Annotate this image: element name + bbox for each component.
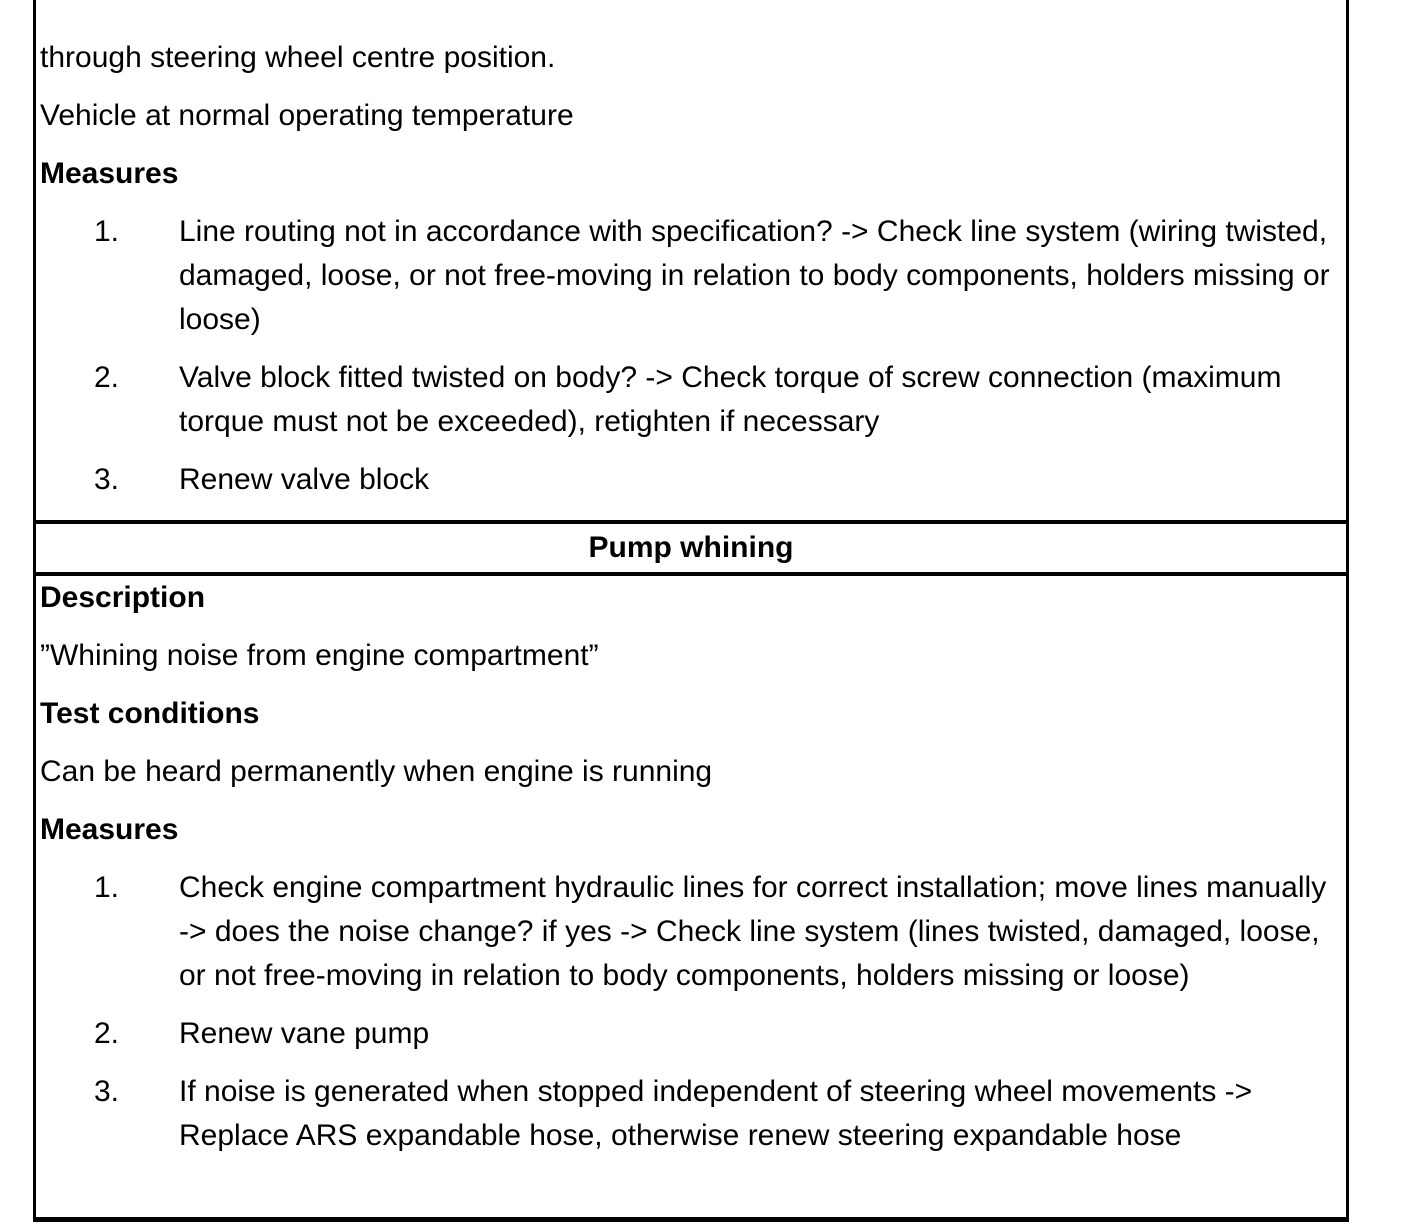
list-item xyxy=(94,1070,1332,1158)
section-valve-noise xyxy=(33,0,1349,520)
list-text: Check engine compartment hydraulic lines for correct installation; move lines manually -> does the noise change? if yes -> Check line system (lines twisted, damaged, loose, or not free-moving in relation to body components, holders missing or loose) xyxy=(179,871,1327,992)
measures-list xyxy=(94,866,1332,1158)
list-text: Renew valve block xyxy=(179,463,430,496)
table-header-title: Pump whining xyxy=(588,531,794,564)
paragraph-intro-1: through steering wheel centre position. xyxy=(40,41,556,74)
troubleshooting-table xyxy=(33,0,1349,1222)
list-number: 1. xyxy=(94,215,120,248)
list-number: 1. xyxy=(94,871,120,904)
list-item xyxy=(94,458,1332,502)
list-text: If noise is generated when stopped independent of steering wheel movements -> Replace ARS expandable hose, otherwise renew steering expandable hose xyxy=(179,1075,1253,1152)
list-text: Valve block fitted twisted on body? -> Check torque of screw connection (maximum torque must not be exceeded), retighten if necessary xyxy=(179,361,1282,438)
list-item xyxy=(94,866,1332,998)
paragraph-test-condition: Vehicle at normal operating temperature xyxy=(40,99,574,132)
list-text: Line routing not in accordance with specification? -> Check line system (wiring twisted, damaged, loose, or not free-moving in relation to body components, holders missing or loose) xyxy=(179,215,1330,336)
list-item xyxy=(94,210,1332,342)
test-conditions-label: Test conditions xyxy=(40,697,260,730)
measures-list xyxy=(94,210,1332,502)
measures-label: Measures xyxy=(40,813,179,846)
list-number: 3. xyxy=(94,463,120,496)
table-header-pump-whining xyxy=(33,520,1349,576)
list-number: 3. xyxy=(94,1075,120,1108)
measures-label: Measures xyxy=(40,157,179,190)
list-item xyxy=(94,356,1332,444)
list-item xyxy=(94,1012,1332,1056)
section-pump-whining xyxy=(33,576,1349,1222)
list-text: Renew vane pump xyxy=(179,1017,430,1050)
test-conditions-text: Can be heard permanently when engine is running xyxy=(40,755,713,788)
list-number: 2. xyxy=(94,361,120,394)
description-label: Description xyxy=(40,581,206,614)
description-text: ”Whining noise from engine compartment” xyxy=(40,639,599,672)
list-number: 2. xyxy=(94,1017,120,1050)
